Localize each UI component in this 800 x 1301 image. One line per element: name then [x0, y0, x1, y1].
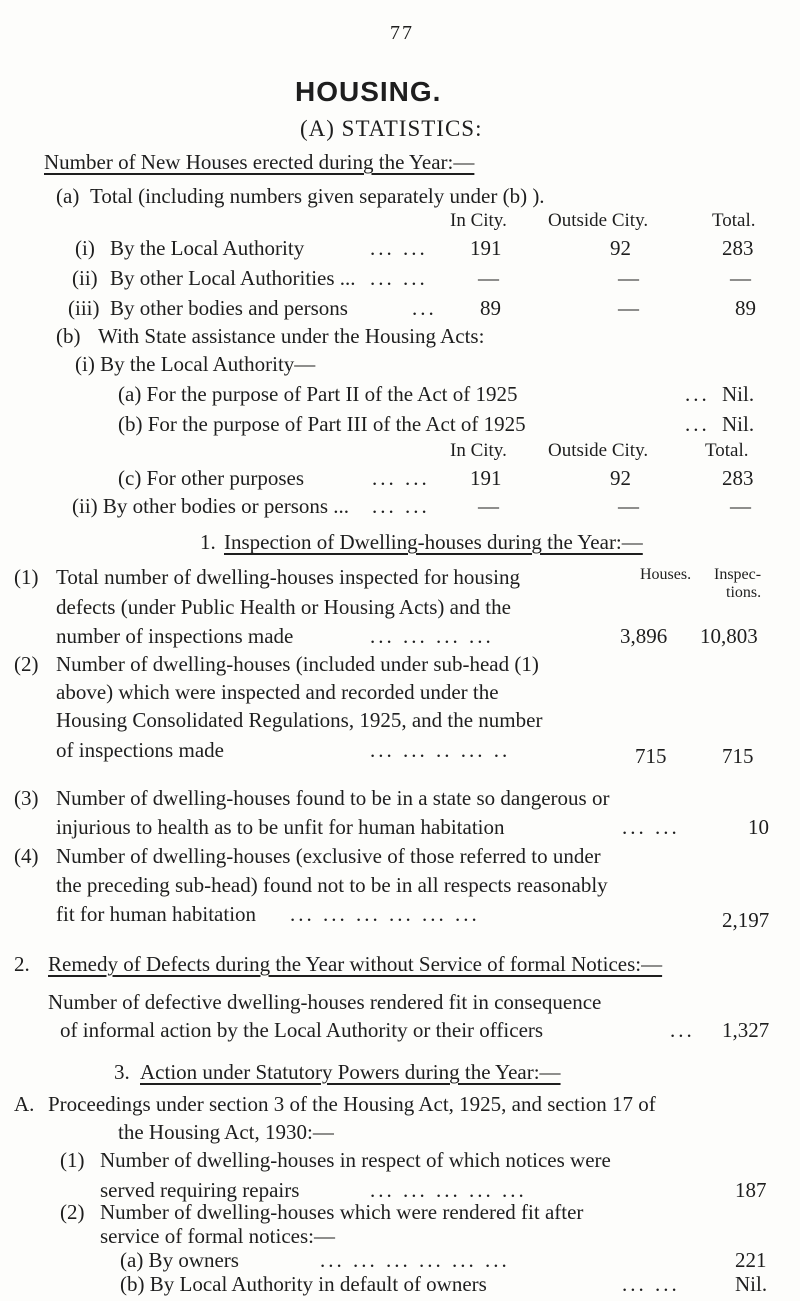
inspection-section-num: 1.: [200, 530, 216, 554]
row-in-city: —: [478, 266, 499, 290]
item-dots: ... ... ... ... ...: [370, 1178, 527, 1202]
b-i-c-dots: ... ...: [372, 466, 430, 490]
remedy-title: Remedy of Defects during the Year without Service of formal Notices:—: [48, 952, 663, 976]
item-line: Number of dwelling-houses which were rendered fit after: [100, 1200, 584, 1224]
item-line: fit for human habitation: [56, 902, 257, 926]
b-i-c-in-city: 191: [470, 466, 502, 490]
item-num: (2): [60, 1200, 85, 1224]
col-houses: Houses.: [640, 566, 692, 583]
b-ii-outside: —: [618, 494, 639, 518]
subheading: (A) STATISTICS:: [300, 116, 483, 141]
b-ii-dots: ... ...: [372, 494, 430, 518]
item-line: Number of dwelling-houses in respect of which notices were: [100, 1148, 611, 1172]
item-houses: 3,896: [620, 624, 668, 648]
b-i-b-value: Nil.: [722, 412, 755, 436]
action-section-num: 3.: [114, 1060, 130, 1084]
item-line: Number of dwelling-houses found to be in a state so dangerous or: [56, 786, 610, 810]
item-line: Housing Consolidated Regulations, 1925, and the number: [56, 708, 543, 732]
row-outside: 92: [610, 236, 631, 260]
sub-value: 221: [735, 1248, 767, 1272]
item-line: of inspections made: [56, 738, 224, 762]
row-dots: ... ...: [370, 236, 428, 260]
page-number: 77: [390, 22, 414, 44]
action-a-label: A.: [14, 1092, 35, 1116]
item-line: defects (under Public Health or Housing Acts) and the: [56, 595, 511, 619]
row-in-city: 191: [470, 236, 502, 260]
item-dots: ... ...: [622, 815, 680, 839]
b-ii-text: (ii) By other bodies or persons ...: [72, 494, 350, 518]
item-dots: ... ... .. ... ..: [370, 738, 511, 762]
col2-outside-city: Outside City.: [548, 440, 649, 461]
remedy-dots: ...: [670, 1018, 695, 1042]
item-line: injurious to health as to be unfit for human habitation: [56, 815, 505, 839]
sub-label: (b) By Local Authority in default of owners: [120, 1272, 487, 1296]
row-num: (iii): [68, 296, 100, 320]
item-value: 10: [748, 815, 769, 839]
sub-value: Nil.: [735, 1272, 768, 1296]
col2-total: Total.: [705, 440, 749, 461]
item-line: above) which were inspected and recorded under the: [56, 680, 499, 704]
item-line: Number of dwelling-houses (exclusive of those referred to under: [56, 844, 601, 868]
row-total: —: [730, 266, 751, 290]
row-total: 283: [722, 236, 754, 260]
item-houses: 715: [635, 744, 667, 768]
b-i-c-total: 283: [722, 466, 754, 490]
col-inspections-2: tions.: [726, 584, 762, 601]
item-value: 187: [735, 1178, 767, 1202]
item-num: (3): [14, 786, 39, 810]
row-outside: —: [618, 296, 639, 320]
sub-dots: ... ... ... ... ... ...: [320, 1248, 510, 1272]
item-line: served requiring repairs: [100, 1178, 300, 1202]
item-line: Total number of dwelling-houses inspected for housing: [56, 565, 520, 589]
row-num: (i): [75, 236, 95, 260]
row-outside: —: [618, 266, 639, 290]
item-num: (4): [14, 844, 39, 868]
row-label: By other bodies and persons: [110, 296, 348, 320]
new-houses-b-text: With State assistance under the Housing Acts:: [98, 324, 485, 348]
item-inspections: 715: [722, 744, 754, 768]
b-ii-total: —: [730, 494, 751, 518]
new-houses-b-label: (b): [56, 324, 81, 348]
row-label: By the Local Authority: [110, 236, 305, 260]
col2-in-city: In City.: [450, 440, 507, 461]
row-dots: ... ...: [370, 266, 428, 290]
b-i-label: (i) By the Local Authority—: [75, 352, 316, 376]
item-dots: ... ... ... ... ... ...: [290, 902, 480, 926]
item-num: (2): [14, 652, 39, 676]
action-a-line1: Proceedings under section 3 of the Housing Act, 1925, and section 17 of: [48, 1092, 656, 1116]
item-line: number of inspections made: [56, 624, 294, 648]
sub-label: (a) By owners: [120, 1248, 239, 1272]
action-a-line2: the Housing Act, 1930:—: [118, 1120, 334, 1144]
col-outside-city: Outside City.: [548, 210, 649, 231]
b-i-b-text: (b) For the purpose of Part III of the Act of 1925: [118, 412, 526, 436]
new-houses-a-label: (a): [56, 184, 80, 208]
row-num: (ii): [72, 266, 98, 290]
b-ii-in-city: —: [478, 494, 499, 518]
item-value: 2,197: [722, 908, 770, 932]
col-inspections-1: Inspec-: [714, 566, 762, 583]
action-title: Action under Statutory Powers during the Year:—: [140, 1060, 561, 1084]
item-line: service of formal notices:—: [100, 1224, 335, 1248]
b-i-c-text: (c) For other purposes: [118, 466, 305, 490]
b-i-a-dots: ...: [685, 382, 710, 406]
b-i-a-value: Nil.: [722, 382, 755, 406]
sub-dots: ... ...: [622, 1272, 680, 1296]
b-i-c-outside: 92: [610, 466, 631, 490]
remedy-line: Number of defective dwelling-houses rendered fit in consequence: [48, 990, 602, 1014]
b-i-a-text: (a) For the purpose of Part II of the Act of 1925: [118, 382, 518, 406]
page-heading: HOUSING.: [295, 76, 442, 107]
item-line: the preceding sub-head) found not to be in all respects reasonably: [56, 873, 608, 897]
row-total: 89: [735, 296, 756, 320]
row-dots: ...: [412, 296, 437, 320]
row-in-city: 89: [480, 296, 501, 320]
item-line: Number of dwelling-houses (included under sub-head (1): [56, 652, 539, 676]
item-num: (1): [60, 1148, 85, 1172]
col-in-city: In City.: [450, 210, 507, 231]
col-total: Total.: [712, 210, 756, 231]
row-label: By other Local Authorities ...: [110, 266, 356, 290]
remedy-value: 1,327: [722, 1018, 770, 1042]
new-houses-a-text: Total (including numbers given separately under (b) ).: [90, 184, 545, 208]
item-num: (1): [14, 565, 39, 589]
item-dots: ... ... ... ...: [370, 624, 494, 648]
new-houses-title: Number of New Houses erected during the Year:—: [44, 150, 475, 174]
item-inspections: 10,803: [700, 624, 758, 648]
remedy-line: of informal action by the Local Authority or their officers: [60, 1018, 544, 1042]
remedy-section-num: 2.: [14, 952, 30, 976]
inspection-title: Inspection of Dwelling-houses during the Year:—: [224, 530, 643, 554]
b-i-b-dots: ...: [685, 412, 710, 436]
